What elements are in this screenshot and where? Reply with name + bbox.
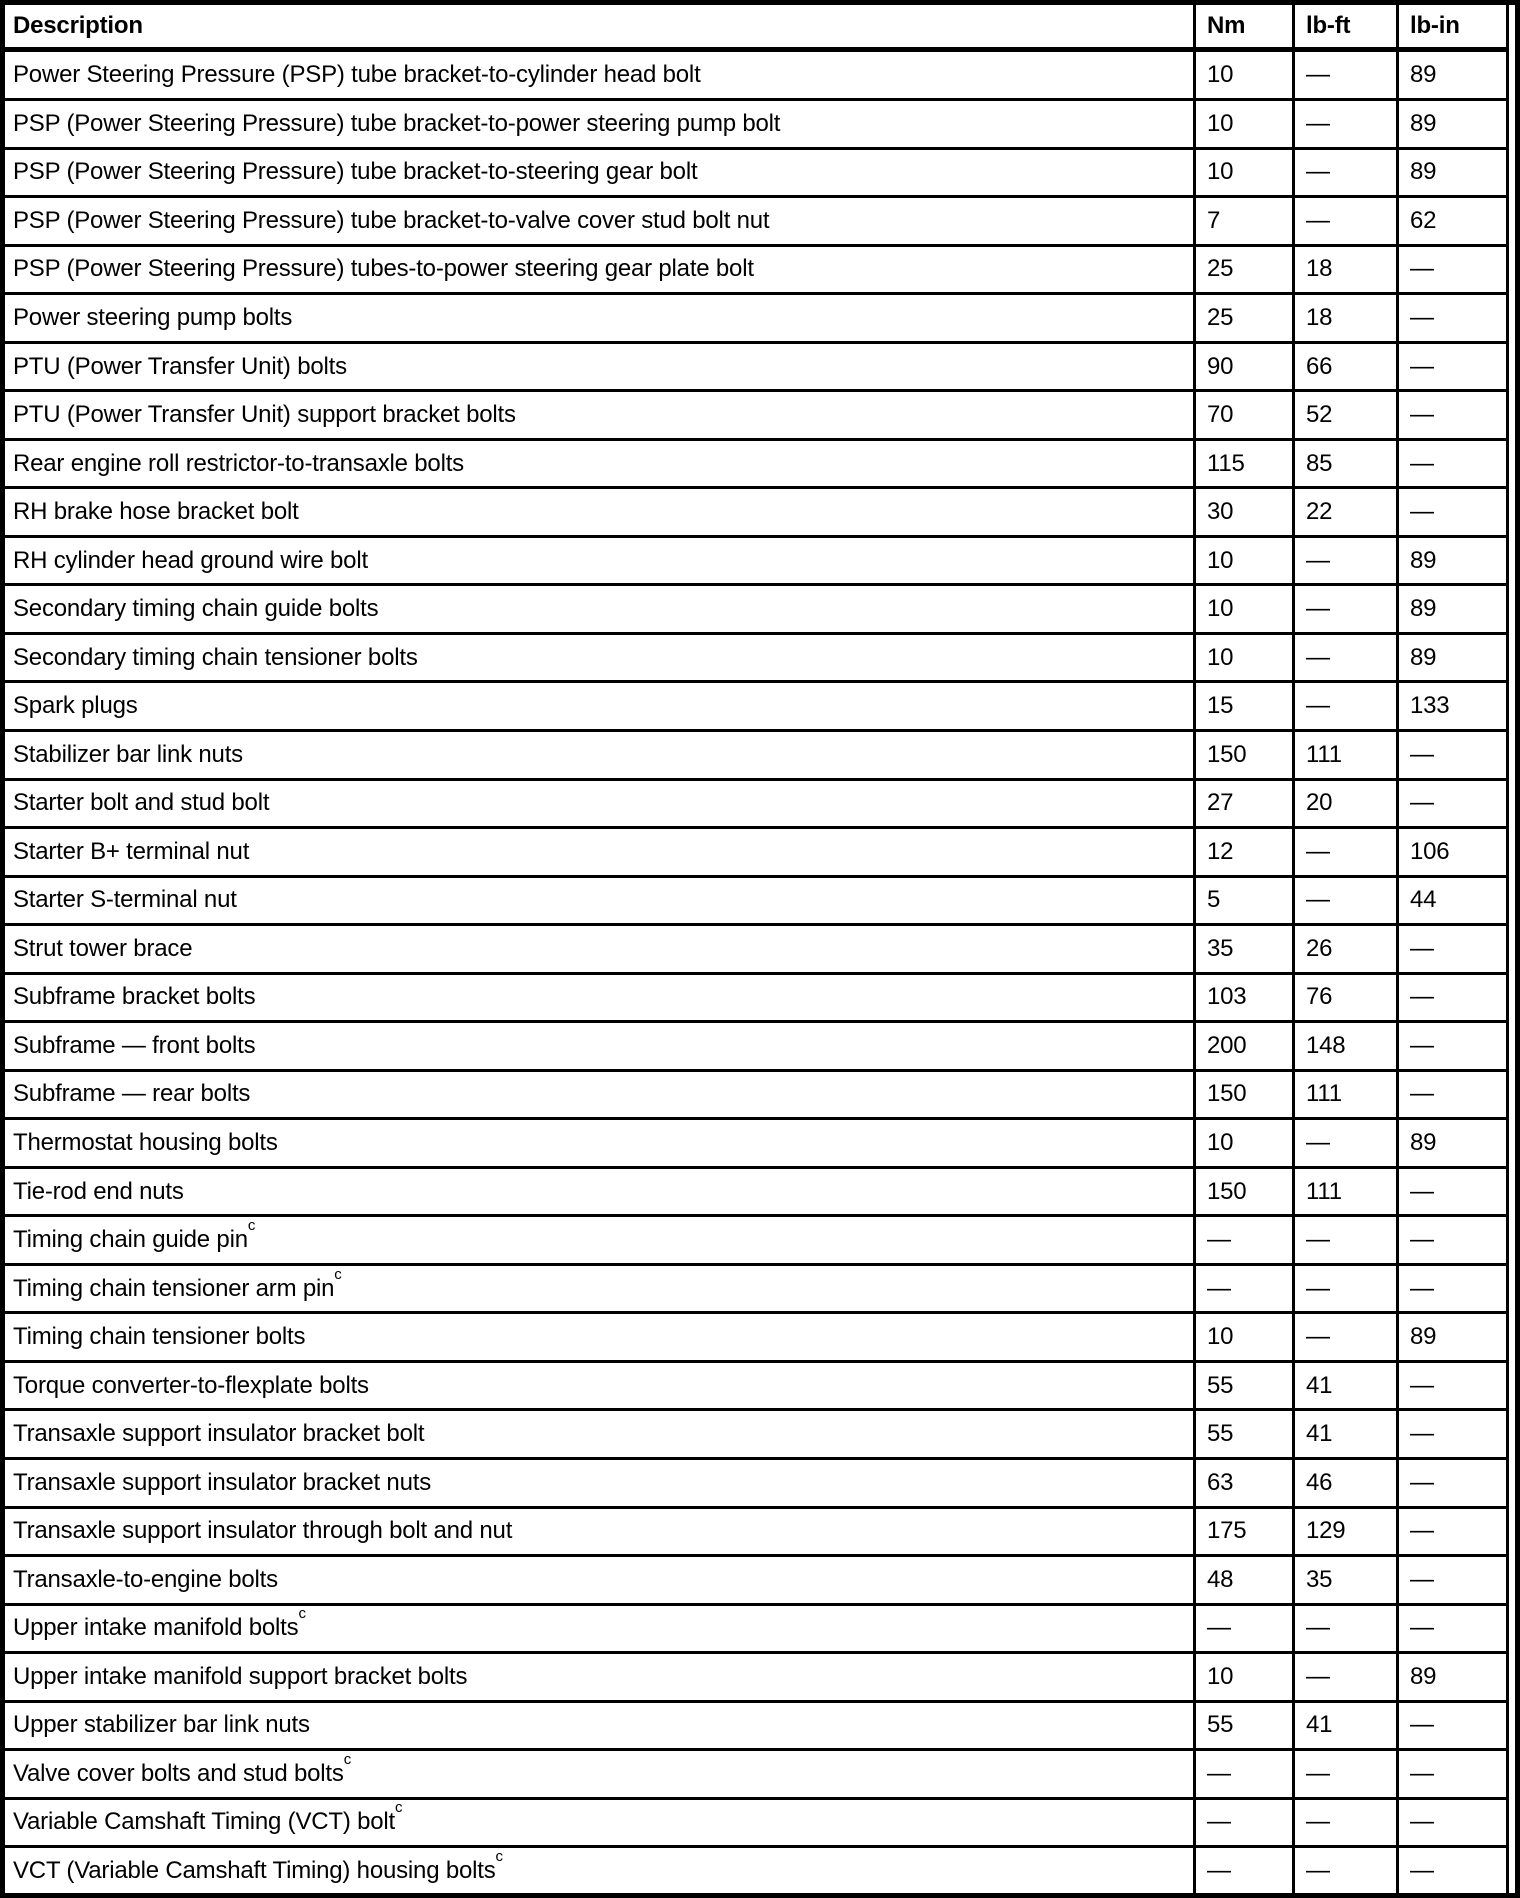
description-cell: Starter bolt and stud bolt xyxy=(5,779,1195,828)
nm-cell: — xyxy=(1195,1216,1294,1265)
table-row xyxy=(5,1361,1508,1410)
lb-in-cell: — xyxy=(1398,973,1508,1022)
lb-in-cell: — xyxy=(1398,1847,1508,1893)
lb-ft-cell: 46 xyxy=(1294,1458,1398,1507)
lb-ft-cell: — xyxy=(1294,536,1398,585)
lb-ft-cell: 22 xyxy=(1294,488,1398,537)
table-row xyxy=(5,536,1508,585)
nm-cell: 200 xyxy=(1195,1022,1294,1071)
description-cell: Secondary timing chain guide bolts xyxy=(5,585,1195,634)
footnote-marker: c xyxy=(395,1799,403,1817)
description-cell: PSP (Power Steering Pressure) tube bracket-to-steering gear bolt xyxy=(5,148,1195,197)
description-cell: Upper intake manifold bolts$^c$ xyxy=(5,1604,1195,1653)
table-row xyxy=(5,100,1508,149)
table-header xyxy=(5,5,1508,50)
description-cell: Subframe — front bolts xyxy=(5,1022,1195,1071)
lb-ft-cell: 18 xyxy=(1294,294,1398,343)
nm-cell: 55 xyxy=(1195,1701,1294,1750)
lb-ft-cell: 41 xyxy=(1294,1701,1398,1750)
table-row xyxy=(5,585,1508,634)
table-row xyxy=(5,1022,1508,1071)
lb-ft-cell: 148 xyxy=(1294,1022,1398,1071)
nm-cell: 90 xyxy=(1195,342,1294,391)
description-cell: Upper stabilizer bar link nuts xyxy=(5,1701,1195,1750)
nm-cell: 10 xyxy=(1195,585,1294,634)
nm-cell: 7 xyxy=(1195,197,1294,246)
description-cell: Transaxle support insulator bracket bolt xyxy=(5,1410,1195,1459)
nm-cell: 63 xyxy=(1195,1458,1294,1507)
lb-in-cell: — xyxy=(1398,1070,1508,1119)
lb-in-cell: — xyxy=(1398,1750,1508,1799)
description-cell: Timing chain tensioner arm pin$^c$ xyxy=(5,1264,1195,1313)
lb-in-cell: 133 xyxy=(1398,682,1508,731)
lb-ft-cell: — xyxy=(1294,876,1398,925)
lb-in-cell: — xyxy=(1398,1410,1508,1459)
description-cell: Torque converter-to-flexplate bolts xyxy=(5,1361,1195,1410)
nm-cell: 175 xyxy=(1195,1507,1294,1556)
lb-ft-cell: — xyxy=(1294,682,1398,731)
nm-cell: 27 xyxy=(1195,779,1294,828)
table-body xyxy=(5,50,1508,1894)
description-cell: PTU (Power Transfer Unit) support bracket bolts xyxy=(5,391,1195,440)
lb-in-cell: — xyxy=(1398,1701,1508,1750)
table-row xyxy=(5,828,1508,877)
nm-cell: 10 xyxy=(1195,148,1294,197)
lb-in-cell: 89 xyxy=(1398,148,1508,197)
nm-cell: 10 xyxy=(1195,1313,1294,1362)
description-cell: Starter B+ terminal nut xyxy=(5,828,1195,877)
nm-cell: — xyxy=(1195,1604,1294,1653)
table-row xyxy=(5,1701,1508,1750)
lb-in-cell: — xyxy=(1398,1361,1508,1410)
lb-ft-cell: — xyxy=(1294,828,1398,877)
lb-in-cell: — xyxy=(1398,1507,1508,1556)
description-cell: Transaxle support insulator bracket nuts xyxy=(5,1458,1195,1507)
table-row xyxy=(5,1458,1508,1507)
description-cell: PTU (Power Transfer Unit) bolts xyxy=(5,342,1195,391)
lb-in-cell: 106 xyxy=(1398,828,1508,877)
lb-in-cell: 89 xyxy=(1398,1653,1508,1702)
lb-in-cell: — xyxy=(1398,245,1508,294)
lb-in-cell: — xyxy=(1398,1604,1508,1653)
column-header-description: Description xyxy=(5,5,1195,50)
nm-cell: 10 xyxy=(1195,1653,1294,1702)
footnote-marker: c xyxy=(343,1750,352,1768)
lb-in-cell: 89 xyxy=(1398,1119,1508,1168)
table-row xyxy=(5,1167,1508,1216)
description-cell: Subframe — rear bolts xyxy=(5,1070,1195,1119)
lb-ft-cell: 111 xyxy=(1294,1167,1398,1216)
lb-ft-cell: — xyxy=(1294,1216,1398,1265)
lb-in-cell: 62 xyxy=(1398,197,1508,246)
lb-in-cell: — xyxy=(1398,1458,1508,1507)
nm-cell: 103 xyxy=(1195,973,1294,1022)
lb-in-cell: 89 xyxy=(1398,536,1508,585)
lb-ft-cell: 20 xyxy=(1294,779,1398,828)
lb-in-cell: 44 xyxy=(1398,876,1508,925)
table-row xyxy=(5,973,1508,1022)
nm-cell: 15 xyxy=(1195,682,1294,731)
lb-ft-cell: 41 xyxy=(1294,1410,1398,1459)
description-cell: RH cylinder head ground wire bolt xyxy=(5,536,1195,585)
description-cell: Strut tower brace xyxy=(5,925,1195,974)
lb-ft-cell: 52 xyxy=(1294,391,1398,440)
lb-ft-cell: — xyxy=(1294,50,1398,100)
nm-cell: 70 xyxy=(1195,391,1294,440)
lb-in-cell: — xyxy=(1398,1216,1508,1265)
lb-ft-cell: 18 xyxy=(1294,245,1398,294)
footnote-marker: c xyxy=(298,1605,306,1623)
table-row xyxy=(5,1410,1508,1459)
lb-in-cell: — xyxy=(1398,1798,1508,1847)
lb-ft-cell: 76 xyxy=(1294,973,1398,1022)
description-cell: Upper intake manifold support bracket bolts xyxy=(5,1653,1195,1702)
table-row xyxy=(5,682,1508,731)
table-row xyxy=(5,294,1508,343)
nm-cell: 55 xyxy=(1195,1410,1294,1459)
table-row xyxy=(5,876,1508,925)
nm-cell: 115 xyxy=(1195,439,1294,488)
description-cell: Subframe bracket bolts xyxy=(5,973,1195,1022)
nm-cell: 5 xyxy=(1195,876,1294,925)
lb-ft-cell: 129 xyxy=(1294,1507,1398,1556)
table-row xyxy=(5,925,1508,974)
lb-in-cell: 89 xyxy=(1398,633,1508,682)
column-header-lb-ft: lb-ft xyxy=(1294,5,1398,50)
description-cell: Spark plugs xyxy=(5,682,1195,731)
lb-ft-cell: — xyxy=(1294,148,1398,197)
nm-cell: 150 xyxy=(1195,731,1294,780)
nm-cell: 48 xyxy=(1195,1556,1294,1605)
footnote-marker: c xyxy=(334,1265,342,1283)
table-row xyxy=(5,50,1508,100)
description-cell: Variable Camshaft Timing (VCT) bolt$^c$ xyxy=(5,1798,1195,1847)
table-row xyxy=(5,342,1508,391)
lb-in-cell: — xyxy=(1398,1167,1508,1216)
lb-ft-cell: — xyxy=(1294,197,1398,246)
table-row xyxy=(5,439,1508,488)
lb-ft-cell: — xyxy=(1294,1119,1398,1168)
nm-cell: 150 xyxy=(1195,1070,1294,1119)
table-row xyxy=(5,1507,1508,1556)
lb-in-cell: — xyxy=(1398,731,1508,780)
lb-in-cell: — xyxy=(1398,1264,1508,1313)
table-row xyxy=(5,148,1508,197)
nm-cell: 12 xyxy=(1195,828,1294,877)
table-row xyxy=(5,731,1508,780)
description-cell: Starter S-terminal nut xyxy=(5,876,1195,925)
lb-ft-cell: 111 xyxy=(1294,1070,1398,1119)
torque-spec-table xyxy=(5,5,1509,1893)
table-row xyxy=(5,1070,1508,1119)
lb-ft-cell: — xyxy=(1294,1604,1398,1653)
lb-ft-cell: 111 xyxy=(1294,731,1398,780)
description-cell: Timing chain tensioner bolts xyxy=(5,1313,1195,1362)
nm-cell: 25 xyxy=(1195,294,1294,343)
table-row xyxy=(5,1798,1508,1847)
description-cell: Transaxle support insulator through bolt and nut xyxy=(5,1507,1195,1556)
nm-cell: 10 xyxy=(1195,1119,1294,1168)
table-row xyxy=(5,245,1508,294)
table-row xyxy=(5,779,1508,828)
lb-in-cell: — xyxy=(1398,1556,1508,1605)
nm-cell: — xyxy=(1195,1847,1294,1893)
lb-ft-cell: 66 xyxy=(1294,342,1398,391)
lb-ft-cell: — xyxy=(1294,1313,1398,1362)
lb-in-cell: 89 xyxy=(1398,585,1508,634)
lb-in-cell: 89 xyxy=(1398,100,1508,149)
column-header-lb-in: lb-in xyxy=(1398,5,1508,50)
table-row xyxy=(5,1216,1508,1265)
nm-cell: 35 xyxy=(1195,925,1294,974)
table-row xyxy=(5,1604,1508,1653)
table-row xyxy=(5,1847,1508,1893)
lb-ft-cell: — xyxy=(1294,1847,1398,1893)
description-cell: PSP (Power Steering Pressure) tube bracket-to-valve cover stud bolt nut xyxy=(5,197,1195,246)
lb-ft-cell: — xyxy=(1294,585,1398,634)
table-row xyxy=(5,1556,1508,1605)
nm-cell: 25 xyxy=(1195,245,1294,294)
nm-cell: — xyxy=(1195,1264,1294,1313)
description-cell: RH brake hose bracket bolt xyxy=(5,488,1195,537)
lb-ft-cell: 26 xyxy=(1294,925,1398,974)
nm-cell: 150 xyxy=(1195,1167,1294,1216)
table-row xyxy=(5,1653,1508,1702)
description-cell: Tie-rod end nuts xyxy=(5,1167,1195,1216)
lb-in-cell: — xyxy=(1398,925,1508,974)
lb-ft-cell: 41 xyxy=(1294,1361,1398,1410)
table-row xyxy=(5,488,1508,537)
description-cell: PSP (Power Steering Pressure) tubes-to-power steering gear plate bolt xyxy=(5,245,1195,294)
nm-cell: 10 xyxy=(1195,50,1294,100)
nm-cell: 10 xyxy=(1195,100,1294,149)
lb-in-cell: — xyxy=(1398,294,1508,343)
nm-cell: — xyxy=(1195,1750,1294,1799)
description-cell: Transaxle-to-engine bolts xyxy=(5,1556,1195,1605)
lb-ft-cell: 35 xyxy=(1294,1556,1398,1605)
lb-in-cell: — xyxy=(1398,1022,1508,1071)
lb-ft-cell: 85 xyxy=(1294,439,1398,488)
description-cell: PSP (Power Steering Pressure) tube bracket-to-power steering pump bolt xyxy=(5,100,1195,149)
description-cell: Stabilizer bar link nuts xyxy=(5,731,1195,780)
footnote-marker: c xyxy=(247,1217,256,1235)
description-cell: VCT (Variable Camshaft Timing) housing bolts$^c$ xyxy=(5,1847,1195,1893)
nm-cell: 30 xyxy=(1195,488,1294,537)
lb-in-cell: — xyxy=(1398,391,1508,440)
lb-in-cell: 89 xyxy=(1398,50,1508,100)
footnote-marker: c xyxy=(495,1847,504,1865)
nm-cell: 10 xyxy=(1195,536,1294,585)
lb-in-cell: 89 xyxy=(1398,1313,1508,1362)
lb-in-cell: — xyxy=(1398,488,1508,537)
header-row xyxy=(5,5,1508,50)
table-row xyxy=(5,1313,1508,1362)
lb-ft-cell: — xyxy=(1294,1750,1398,1799)
description-cell: Timing chain guide pin$^c$ xyxy=(5,1216,1195,1265)
table-row xyxy=(5,1119,1508,1168)
description-cell: Secondary timing chain tensioner bolts xyxy=(5,633,1195,682)
column-header-nm: Nm xyxy=(1195,5,1294,50)
lb-ft-cell: — xyxy=(1294,100,1398,149)
lb-ft-cell: — xyxy=(1294,1653,1398,1702)
lb-in-cell: — xyxy=(1398,439,1508,488)
table-row xyxy=(5,391,1508,440)
description-cell: Thermostat housing bolts xyxy=(5,1119,1195,1168)
description-cell: Rear engine roll restrictor-to-transaxle bolts xyxy=(5,439,1195,488)
lb-in-cell: — xyxy=(1398,779,1508,828)
lb-ft-cell: — xyxy=(1294,633,1398,682)
description-cell: Power steering pump bolts xyxy=(5,294,1195,343)
lb-ft-cell: — xyxy=(1294,1798,1398,1847)
table-row xyxy=(5,1750,1508,1799)
lb-in-cell: — xyxy=(1398,342,1508,391)
table-row xyxy=(5,633,1508,682)
description-cell: Valve cover bolts and stud bolts$^c$ xyxy=(5,1750,1195,1799)
nm-cell: 55 xyxy=(1195,1361,1294,1410)
nm-cell: — xyxy=(1195,1798,1294,1847)
description-cell: Power Steering Pressure (PSP) tube bracket-to-cylinder head bolt xyxy=(5,50,1195,100)
nm-cell: 10 xyxy=(1195,633,1294,682)
table-row xyxy=(5,197,1508,246)
lb-ft-cell: — xyxy=(1294,1264,1398,1313)
table-row xyxy=(5,1264,1508,1313)
